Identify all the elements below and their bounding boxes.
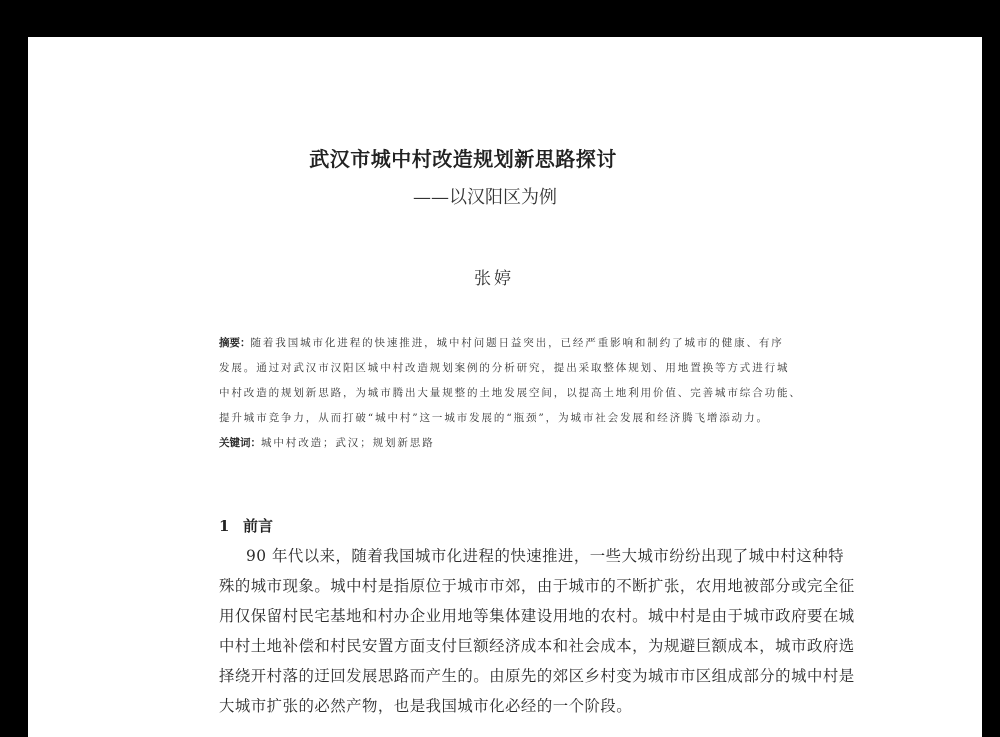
paper-title: 武汉市城中村改造规划新思路探讨 <box>309 147 617 171</box>
section-title: 前言 <box>243 517 274 535</box>
body-line: 大城市扩张的必然产物，也是我国城市化必经的一个阶段。 <box>219 697 633 715</box>
abstract-line: 发展。通过对武汉市汉阳区城中村改造规划案例的分析研究，提出采取整体规划、用地置换等方式进行城 <box>219 362 790 374</box>
keywords-label: 关键词： <box>219 437 261 449</box>
paper-subtitle: ——以汉阳区为例 <box>413 187 557 208</box>
section-heading <box>219 515 273 536</box>
body-line: 殊的城市现象。城中村是指原位于城市市郊，由于城市的不断扩张，农用地被部分或完全征 <box>219 577 855 595</box>
keywords-line <box>219 434 775 459</box>
abstract-label: 摘要： <box>219 337 251 349</box>
abstract-line: 中村改造的规划新思路，为城市腾出大量规整的土地发展空间，以提高土地利用价值、完善城市综合功能、 <box>219 387 802 399</box>
abstract-line <box>219 334 784 359</box>
body-line: 用仅保留村民宅基地和村办企业用地等集体建设用地的农村。城中村是由于城市政府要在城 <box>219 607 855 625</box>
body-line: 90 年代以来，随着我国城市化进程的快速推进，一些大城市纷纷出现了城中村这种特 <box>246 547 845 565</box>
abstract-text: 随着我国城市化进程的快速推进，城中村问题日益突出，已经严重影响和制约了城市的健康、有序 <box>250 337 784 349</box>
author-name: 张婷 <box>474 269 514 289</box>
keywords-text: 城中村改造；武汉；规划新思路 <box>261 437 435 449</box>
section-number: 1 <box>219 517 230 535</box>
abstract-block <box>219 334 802 459</box>
abstract-line: 提升城市竞争力，从而打破“城中村”这一城市发展的“瓶颈”，为城市社会发展和经济腾飞增添动力。 <box>219 412 769 424</box>
section-body <box>219 545 855 725</box>
body-line: 择绕开村落的迂回发展思路而产生的。由原先的郊区乡村变为城市市区组成部分的城中村是 <box>219 667 855 685</box>
body-line: 中村土地补偿和村民安置方面支付巨额经济成本和社会成本，为规避巨额成本，城市政府选 <box>219 637 855 655</box>
